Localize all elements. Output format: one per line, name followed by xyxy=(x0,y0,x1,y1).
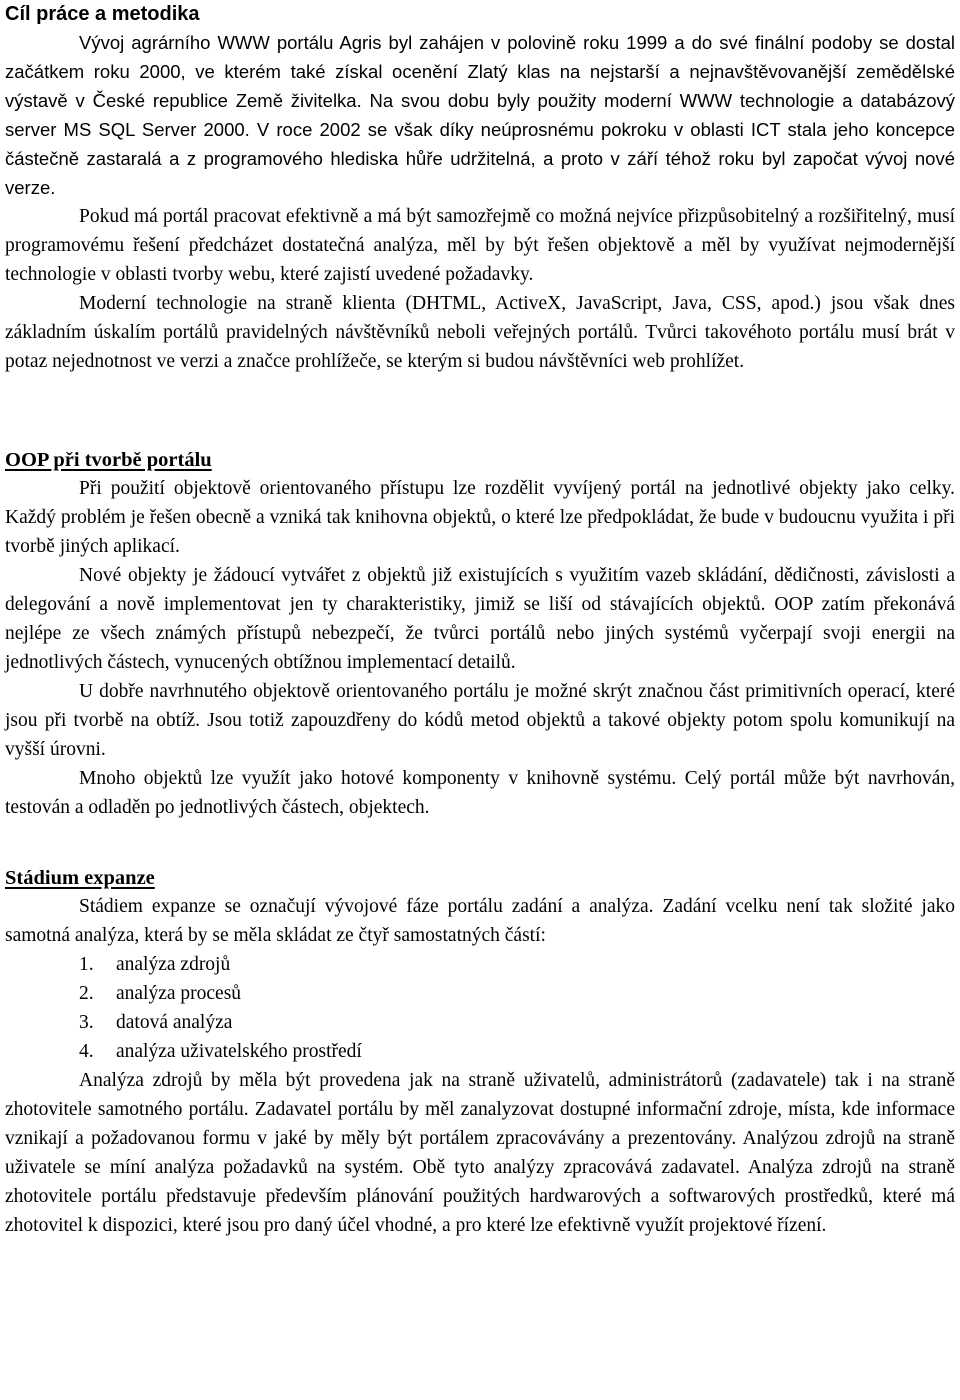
paragraph: Pokud má portál pracovat efektivně a má být samozřejmě co možná nejvíce přizpůsobitelný a rozšiřitelný, musí programovému řešení předcházet dostatečná analýza, měl by být řešen objektově a měl by využívat nejmodernější technologie v oblasti tvorby webu, které zajistí uvedené požadavky. xyxy=(5,206,955,285)
list-item xyxy=(79,1037,955,1066)
section-heading: Stádium expanze xyxy=(5,867,155,889)
list-text: analýza procesů xyxy=(116,983,242,1004)
section-spacer xyxy=(5,376,955,446)
list-number: 4. xyxy=(79,1041,94,1062)
list-item xyxy=(79,1008,955,1037)
paragraph: Při použití objektově orientovaného přístupu lze rozdělit vyvíjený portál na jednotlivé objekty jako celky. Každý problém je řešen obecně a vzniká tak knihovna objektů, o které lze předpokládat, že bude v budoucnu využita i při tvorbě jiných aplikací. xyxy=(5,478,955,557)
section-oop xyxy=(5,446,955,822)
section-heading: Cíl práce a metodika xyxy=(5,3,200,25)
list-text: datová analýza xyxy=(116,1012,233,1033)
paragraph: U dobře navrhnutého objektově orientovaného portálu je možné skrýt značnou část primitivních operací, které jsou při tvorbě na obtíž. Jsou totiž zapouzdřeny do kódů metod objektů a takové objekty potom spolu komunikují na vyšší úrovni. xyxy=(5,681,955,760)
analysis-list xyxy=(5,950,955,1066)
paragraph: Vývoj agrárního WWW portálu Agris byl zahájen v polovině roku 1999 a do své finální podoby se dostal začátkem roku 2000, ve kterém také získal ocenění Zlatý klas na nejstarší a nejnavštěvovanější zemědělské výstavě v České republice Země živitelka. Na svou dobu byly použity moderní WWW technologie a databázový server MS SQL Server 2000. V roce 2002 se však díky neúprosnému pokroku v oblasti ICT stala jeho koncepce částečně zastaralá a z programového hlediska hůře udržitelná, a proto v září téhož roku byl započat vývoj nové verze. xyxy=(5,32,955,198)
list-number: 2. xyxy=(79,983,94,1004)
section-cil-prace xyxy=(5,0,955,376)
paragraph: Moderní technologie na straně klienta (DHTML, ActiveX, JavaScript, Java, CSS, apod.) jsou však dnes základním úskalím portálů pravidelných návštěvníků neboli veřejných portálů. Tvůrci takovéhoto portálu musí brát v potaz nejednotnost ve verzi a značce prohlížeče, se kterým si budou návštěvníci web prohlížet. xyxy=(5,293,955,372)
list-item xyxy=(79,979,955,1008)
list-item xyxy=(79,950,955,979)
section-heading: OOP při tvorbě portálu xyxy=(5,449,212,471)
list-text: analýza zdrojů xyxy=(116,954,231,975)
document-page xyxy=(5,0,955,1240)
list-text: analýza uživatelského prostředí xyxy=(116,1041,362,1062)
section-spacer xyxy=(5,822,955,864)
paragraph: Mnoho objektů lze využít jako hotové komponenty v knihovně systému. Celý portál může být navrhován, testován a odladěn po jednotlivých částech, objektech. xyxy=(5,768,955,818)
section-stadium-expanze xyxy=(5,864,955,1240)
paragraph: Nové objekty je žádoucí vytvářet z objektů již existujících s využitím vazeb skládání, dědičnosti, závislosti a delegování a nově implementovat jen ty charakteristiky, jimiž se liší od stávajících objektů. OOP zatím překonává nejlépe ze všech známých přístupů nebezpečí, že tvůrci portálů nebo jiných systémů vyčerpají svoji energii na jednotlivých částech, vynucených obtížnou implementací detailů. xyxy=(5,565,955,673)
list-number: 1. xyxy=(79,954,94,975)
paragraph: Analýza zdrojů by měla být provedena jak na straně uživatelů, administrátorů (zadavatele) tak i na straně zhotovitele samotného portálu. Zadavatel portálu by měl zanalyzovat dostupné informační zdroje, místa, kde informace vznikají a požadovanou formu v jaké by měly být portálem zpracovávány a prezentovány. Analýzou zdrojů na straně uživatele se míní analýza požadavků na systém. Obě tyto analýzy zpracovává zadavatel. Analýza zdrojů na straně zhotovitele portálu představuje především plánování použitých hardwarových a softwarových prostředků, které má zhotovitel k dispozici, které jsou pro daný účel vhodné, a pro které lze efektivně využít projektové řízení. xyxy=(5,1070,955,1236)
list-number: 3. xyxy=(79,1012,94,1033)
paragraph: Stádiem expanze se označují vývojové fáze portálu zadání a analýza. Zadání vcelku není tak složité jako samotná analýza, která by se měla skládat ze čtyř samostatných částí: xyxy=(5,896,955,946)
